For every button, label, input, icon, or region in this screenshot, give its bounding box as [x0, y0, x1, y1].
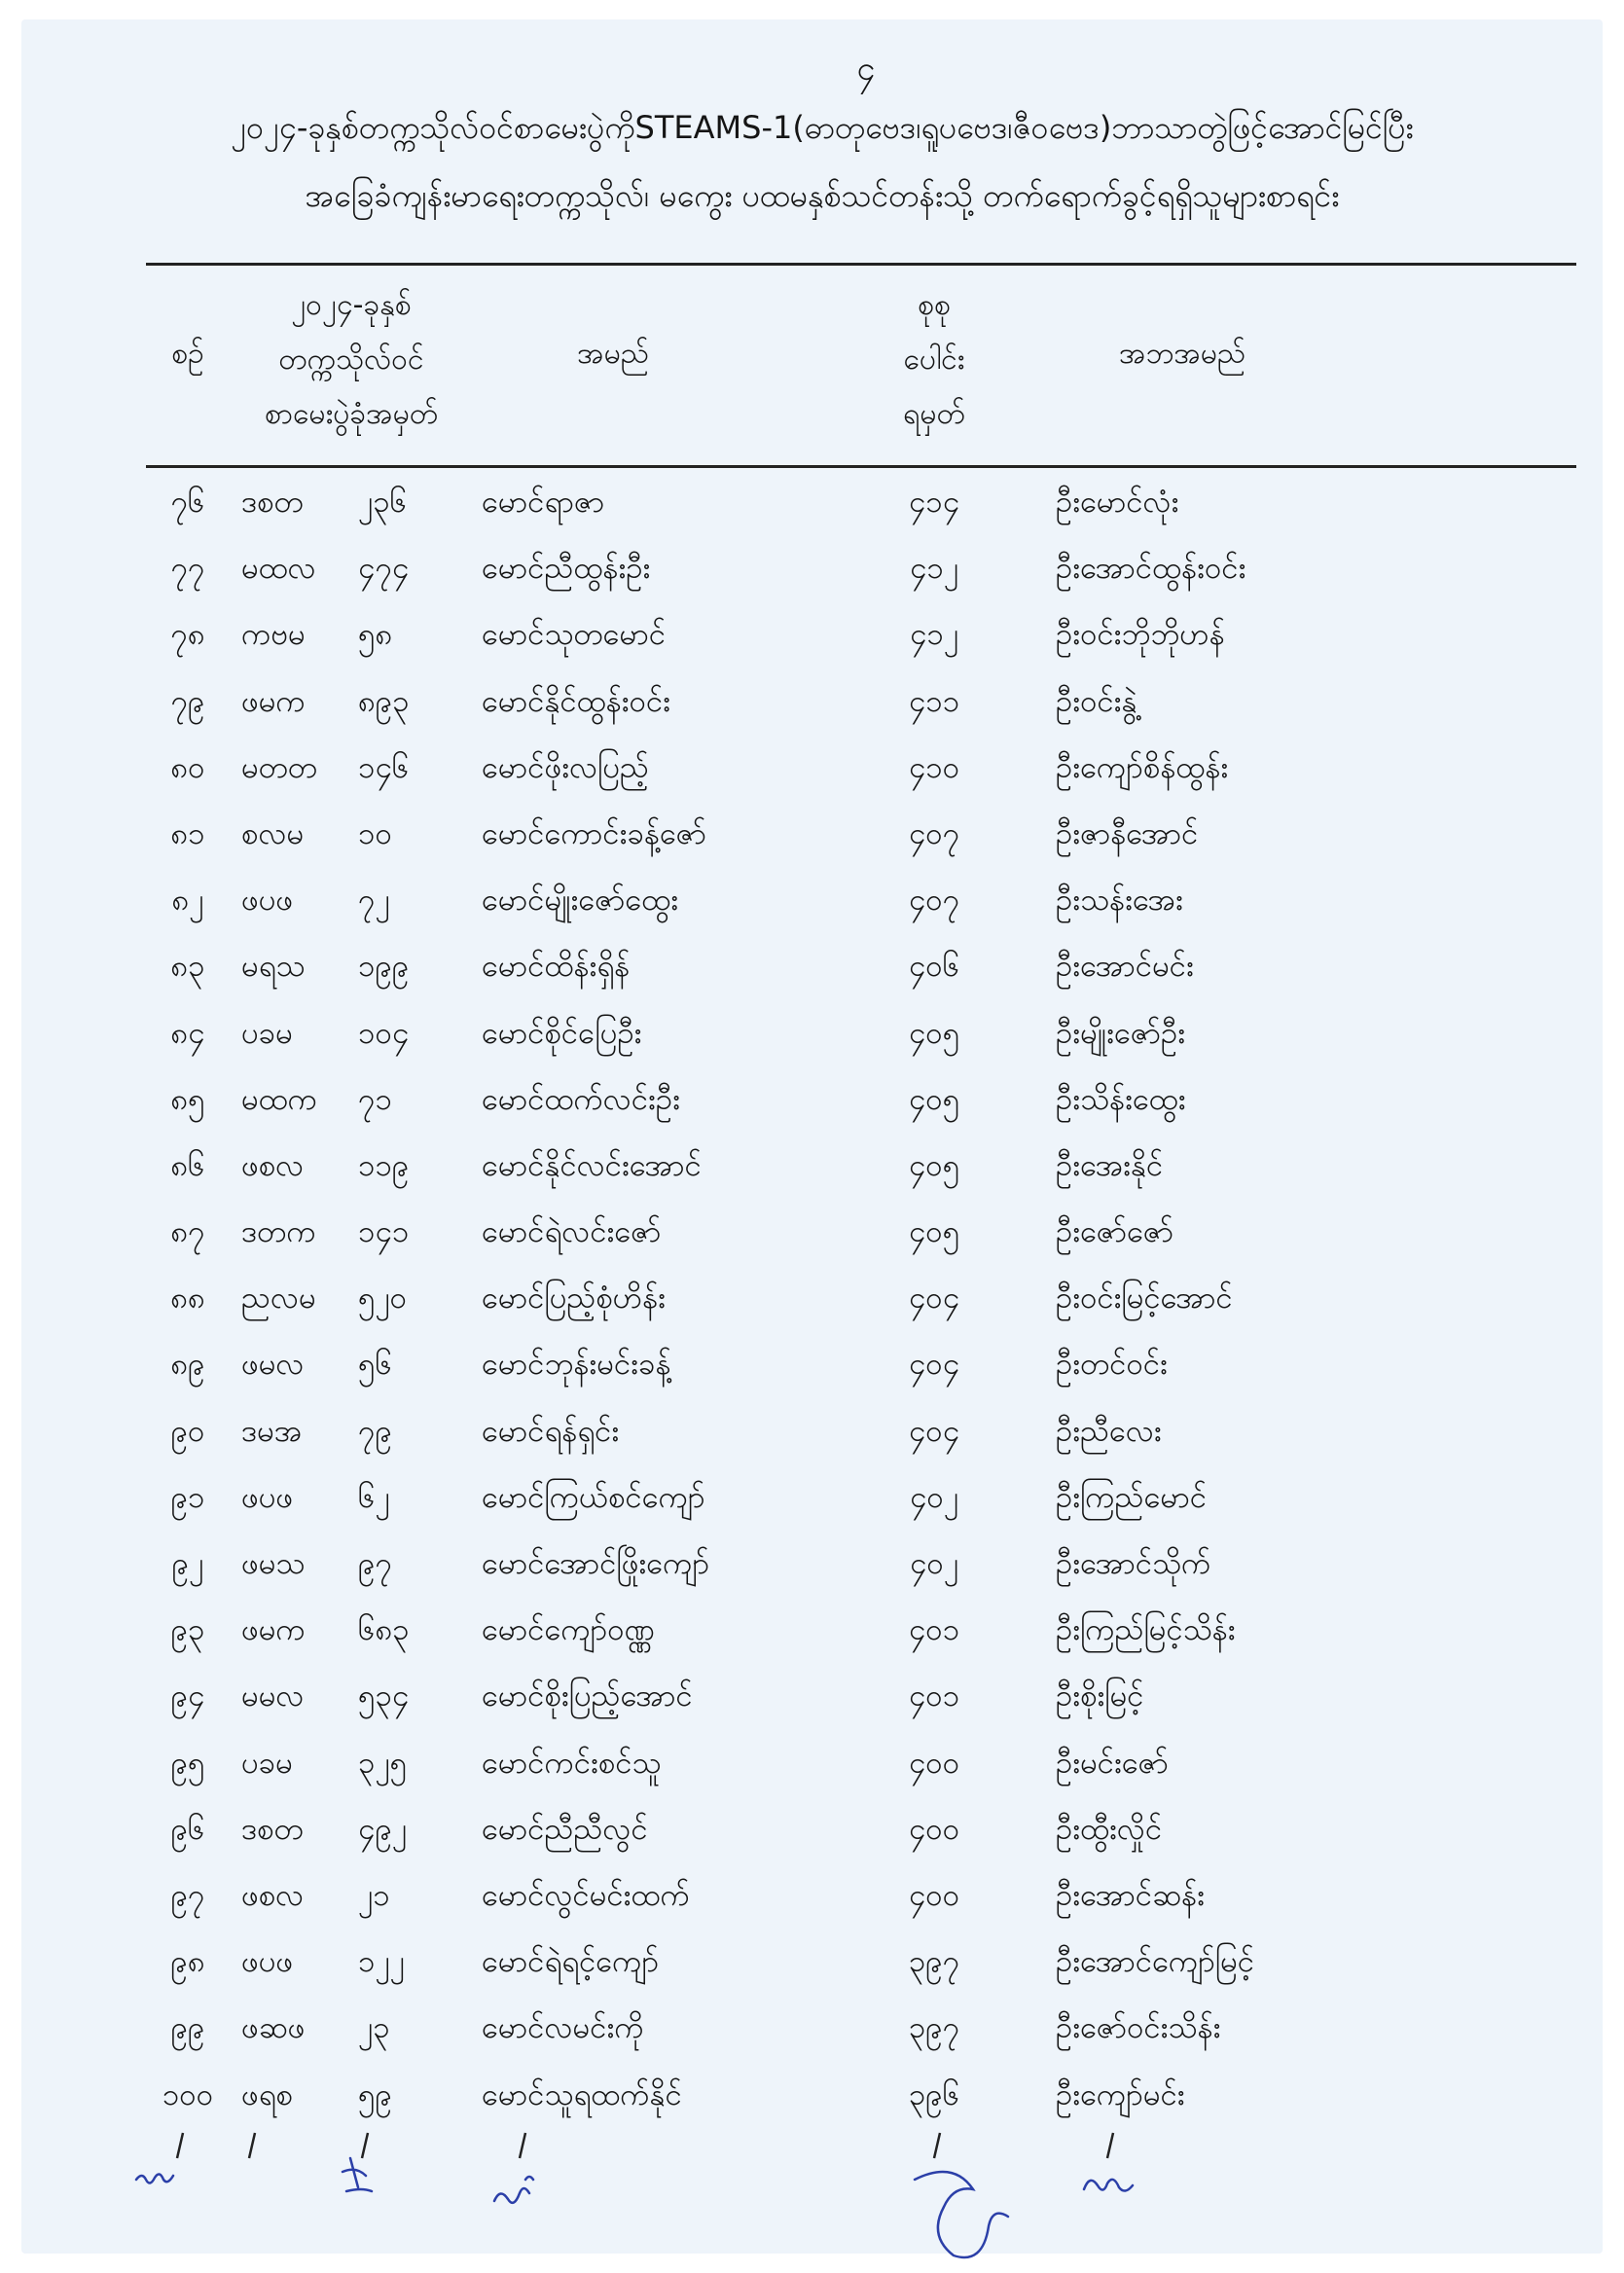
cell-roll-prefix: ဖစလ: [241, 1877, 305, 1913]
cell-marks: ၃၉၇: [908, 2010, 960, 2046]
table-row: [0, 535, 1624, 601]
signatures-drawing: [0, 2111, 1624, 2267]
cell-marks: ၄၁၄: [908, 485, 960, 520]
cell-marks: ၄၁၂: [909, 617, 959, 653]
cell-father: ဦးဇာနီအောင်: [1056, 815, 1199, 851]
cell-serial: ၇၈: [170, 617, 205, 653]
header-marks-line-2: ပေါင်း: [903, 343, 965, 377]
cell-roll-number: ၇၉: [358, 1413, 392, 1449]
title-line-1: ၂၀၂၄-ခုနှစ်တက္ကသိုလ်ဝင်စာမေးပွဲကိုSTEAMS-1(ဓာတုဗေဒ၊ရူပဗေဒ၊ဇီဝဗေဒ)ဘာသာတွဲဖြင့်အောင်မြင်ပြီး: [231, 109, 1414, 146]
cell-name: မောင်ဖိုးလပြည့်: [482, 749, 649, 785]
cell-marks: ၃၉၆: [908, 2076, 960, 2112]
table-row: [0, 1663, 1624, 1729]
table-row: [0, 1730, 1624, 1796]
cell-serial: ၈၄: [170, 1015, 205, 1051]
cell-marks: ၄၀၄: [908, 1413, 960, 1449]
table-row: [0, 1331, 1624, 1397]
cell-roll-number: ၂၃: [358, 2010, 390, 2046]
cell-father: ဦးအေးနိုင်: [1056, 1147, 1164, 1183]
cell-name: မောင်ရန်ရှင်း: [482, 1413, 620, 1449]
header-marks-line-1: စုစု: [918, 288, 951, 322]
cell-name: မောင်ရဲလင်းဇော်: [482, 1214, 662, 1250]
cell-roll-number: ၃၂၅: [358, 1745, 408, 1781]
cell-serial: ၈၂: [171, 883, 204, 919]
cell-roll-prefix: ဖဆဖ: [241, 2010, 306, 2046]
table-row: [0, 1199, 1624, 1265]
cell-father: ဦးအောင်ကျော်မြင့်: [1056, 1944, 1255, 1980]
cell-father: ဦးဇော်ဝင်းသိန်း: [1056, 2010, 1221, 2046]
tick-mark: [362, 2133, 368, 2158]
cell-marks: ၄၀၀: [908, 1877, 960, 1913]
table-body: [0, 469, 1624, 2128]
cell-roll-number: ၂၁: [358, 1877, 390, 1913]
cell-marks: ၄၀၄: [908, 1347, 960, 1383]
tick-mark: [1107, 2133, 1113, 2158]
cell-serial: ၉၀: [170, 1413, 205, 1449]
table-row: [0, 1464, 1624, 1531]
header-marks-line-3: ရမှတ်: [903, 397, 965, 431]
header-father-name: အဘအမည်: [1118, 337, 1246, 371]
table-row: [0, 1133, 1624, 1199]
cell-roll-number: ၁၂၂: [358, 1944, 405, 1980]
cell-roll-number: ၇၁: [358, 1081, 392, 1117]
cell-serial: ၇၇: [170, 551, 205, 587]
cell-marks: ၄၀၅: [908, 1081, 960, 1117]
signature: [343, 2158, 372, 2191]
table-row: [0, 1398, 1624, 1464]
cell-roll-prefix: ပခမ: [241, 1015, 293, 1051]
tick-mark: [934, 2133, 940, 2158]
cell-marks: ၄၀၂: [909, 1546, 959, 1581]
cell-name: မောင်နိုင်ထွန်းဝင်း: [482, 683, 671, 719]
table-row: [0, 801, 1624, 867]
cell-serial: ၉၉: [170, 2010, 205, 2046]
cell-roll-prefix: ဒတက: [241, 1214, 316, 1250]
cell-roll-prefix: ကဗမ: [241, 617, 306, 653]
header-roll-line-2: တက္ကသိုလ်ဝင်: [278, 343, 424, 377]
cell-name: မောင်မျိုးဇော်ထွေး: [482, 883, 679, 919]
cell-roll-prefix: မထလ: [241, 551, 316, 587]
signature: [136, 2174, 173, 2183]
table-row: [0, 1929, 1624, 1995]
cell-name: မောင်ပြည့်စုံဟိန်း: [482, 1281, 667, 1317]
cell-marks: ၃၉၇: [908, 1944, 960, 1980]
cell-name: မောင်သူရထက်နိုင်: [482, 2076, 682, 2112]
cell-name: မောင်ထက်လင်းဦး: [482, 1081, 680, 1117]
cell-name: မောင်လွင်မင်းထက်: [482, 1877, 690, 1913]
cell-serial: ၈၈: [170, 1281, 205, 1317]
cell-name: မောင်ကျော်ဝဏ္ဏ: [482, 1612, 655, 1648]
cell-serial: ၈၃: [170, 949, 205, 985]
cell-roll-number: ၁၉၉: [358, 949, 410, 985]
cell-roll-prefix: ဒစတ: [241, 485, 304, 520]
cell-serial: ၉၃: [170, 1612, 205, 1648]
table-row: [0, 601, 1624, 667]
cell-roll-prefix: ဖမလ: [241, 1347, 305, 1383]
table-row: [0, 1265, 1624, 1331]
cell-name: မောင်နိုင်လင်းအောင်: [482, 1147, 702, 1183]
table-top-rule: [146, 263, 1576, 266]
cell-roll-number: ၁၁၉: [358, 1147, 410, 1183]
tick-mark: [249, 2133, 255, 2158]
cell-father: ဦးသန်းအေး: [1056, 883, 1183, 919]
cell-serial: ၇၉: [170, 683, 205, 719]
cell-roll-number: ၅၉: [358, 2076, 392, 2112]
signature-area: [0, 2111, 1624, 2267]
cell-roll-prefix: စလမ: [241, 815, 305, 851]
cell-roll-prefix: ဖရစ: [241, 2076, 293, 2112]
cell-roll-prefix: မမလ: [241, 1678, 305, 1714]
table-row: [0, 1531, 1624, 1597]
cell-roll-number: ၄၉၂: [358, 1811, 408, 1847]
cell-serial: ၉၈: [170, 1944, 205, 1980]
cell-roll-prefix: ဖပဖ: [241, 883, 294, 919]
cell-roll-number: ၅၆: [358, 1347, 392, 1383]
cell-roll-prefix: မရသ: [241, 949, 306, 985]
handwritten-signatures: [136, 2158, 1133, 2257]
cell-roll-number: ၉၇: [358, 1546, 392, 1581]
signature: [494, 2177, 533, 2203]
cell-serial: ၉၁: [170, 1479, 205, 1515]
cell-father: ဦးဝင်းမြင့်အောင်: [1056, 1281, 1233, 1317]
cell-roll-prefix: ဖမသ: [241, 1546, 306, 1581]
header-name: အမည်: [577, 337, 649, 371]
cell-father: ဦးစိုးမြင့်: [1056, 1678, 1144, 1714]
table-row: [0, 1066, 1624, 1133]
cell-roll-number: ၆၈၃: [358, 1612, 410, 1648]
cell-serial: ၇၆: [170, 485, 205, 520]
cell-roll-prefix: ဖပဖ: [241, 1479, 294, 1515]
signature: [1084, 2180, 1133, 2191]
cell-name: မောင်ကောင်းခန့်ဇော်: [482, 815, 706, 851]
cell-marks: ၄၀၇: [908, 883, 960, 919]
cell-marks: ၄၁၂: [909, 551, 959, 587]
cell-father: ဦးကြည်မောင်: [1056, 1479, 1208, 1515]
cell-father: ဦးကြည်မြင့်သိန်း: [1056, 1612, 1236, 1648]
table-row: [0, 1862, 1624, 1929]
cell-name: မောင်ဘုန်းမင်းခန့်: [482, 1347, 671, 1383]
cell-father: ဦးကျော်မင်း: [1056, 2076, 1185, 2112]
cell-roll-prefix: မတတ: [241, 749, 318, 785]
table-row: [0, 1597, 1624, 1663]
page-number: ၄: [856, 50, 876, 89]
cell-roll-prefix: မထက: [241, 1081, 318, 1117]
cell-name: မောင်စိုင်ပြေဦး: [482, 1015, 642, 1051]
cell-father: ဦးမျိုးဇော်ဦး: [1056, 1015, 1186, 1051]
cell-name: မောင်ညီထွန်းဦး: [482, 551, 651, 587]
cell-name: မောင်ကြယ်စင်ကျော်: [482, 1479, 705, 1515]
header-roll-line-1: ၂၀၂၄-ခုနှစ်: [291, 288, 412, 322]
cell-roll-prefix: ဖမက: [241, 683, 306, 719]
cell-serial: ၉၇: [170, 1877, 205, 1913]
cell-name: မောင်လမင်းကို: [482, 2010, 644, 2046]
cell-name: မောင်စိုးပြည့်အောင်: [482, 1678, 693, 1714]
cell-father: ဦးထွီးလှိုင်: [1056, 1811, 1163, 1847]
cell-father: ဦးသိန်းထွေး: [1056, 1081, 1186, 1117]
cell-father: ဦးဇော်ဇော်: [1056, 1214, 1174, 1250]
cell-roll-prefix: ပခမ: [241, 1745, 293, 1781]
table-row: [0, 668, 1624, 735]
cell-roll-prefix: ဖမက: [241, 1612, 306, 1648]
header-roll-line-3: စာမေးပွဲခုံအမှတ်: [264, 397, 439, 431]
cell-roll-prefix: ဒမအ: [241, 1413, 303, 1449]
cell-roll-number: ၇၂: [358, 883, 390, 919]
cell-serial: ၉၄: [170, 1678, 205, 1714]
cell-name: မောင်ရာဇာ: [482, 485, 605, 520]
cell-father: ဦးဝင်းနွဲ့: [1056, 683, 1137, 719]
cell-name: မောင်ကင်းစင်သူ: [482, 1745, 662, 1781]
cell-marks: ၄၀၀: [908, 1745, 960, 1781]
cell-roll-prefix: ညလမ: [241, 1281, 316, 1317]
cell-roll-number: ၅၃၄: [358, 1678, 410, 1714]
cell-father: ဦးအောင်သိုက်: [1056, 1546, 1211, 1581]
cell-marks: ၄၀၅: [908, 1147, 960, 1183]
header-roll-number: [220, 278, 483, 442]
cell-father: ဦးအောင်ဆန်း: [1056, 1877, 1205, 1913]
cell-father: ဦးမင်းဇော်: [1056, 1745, 1169, 1781]
cell-name: မောင်ရဲရင့်ကျော်: [482, 1944, 660, 1980]
cell-serial: ၉၅: [170, 1745, 205, 1781]
cell-name: မောင်ထိန်းရှိန်: [482, 949, 631, 985]
cell-roll-number: ၁၄၆: [358, 749, 410, 785]
table-row: [0, 867, 1624, 933]
cell-serial: ၈၀: [170, 749, 205, 785]
cell-marks: ၄၀၆: [908, 949, 960, 985]
cell-roll-prefix: ဖစလ: [241, 1147, 305, 1183]
cell-marks: ၄၀၁: [908, 1678, 960, 1714]
cell-marks: ၄၀၅: [908, 1214, 960, 1250]
tick-mark: [520, 2133, 525, 2158]
cell-roll-prefix: ဖပဖ: [241, 1944, 294, 1980]
cell-serial: ၈၁: [170, 815, 205, 851]
cell-roll-number: ၁၀၄: [358, 1015, 410, 1051]
cell-name: မောင်သုတမောင်: [482, 617, 667, 653]
cell-marks: ၄၀၅: [908, 1015, 960, 1051]
header-serial: စဉ်: [171, 337, 204, 371]
cell-marks: ၄၀၇: [908, 815, 960, 851]
cell-name: မောင်ညီညီလွင်: [482, 1811, 648, 1847]
cell-serial: ၁၀၀: [162, 2076, 214, 2112]
cell-serial: ၉၂: [171, 1546, 204, 1581]
cell-serial: ၉၆: [170, 1811, 205, 1847]
cell-father: ဦးဝင်းဘိုဘိုဟန်: [1056, 617, 1225, 653]
cell-marks: ၄၀၀: [908, 1811, 960, 1847]
cell-father: ဦးမောင်လုံး: [1056, 485, 1179, 520]
cell-marks: ၄၁၀: [908, 749, 960, 785]
cell-serial: ၈၅: [170, 1081, 205, 1117]
cell-father: ဦးအောင်ထွန်းဝင်း: [1056, 551, 1246, 587]
cell-marks: ၄၁၁: [908, 683, 960, 719]
tick-mark: [177, 2133, 183, 2158]
cell-father: ဦးညီလေး: [1056, 1413, 1162, 1449]
cell-father: ဦးကျော်စိန်ထွန်း: [1056, 749, 1229, 785]
cell-roll-number: ၁၄၁: [358, 1214, 410, 1250]
cell-serial: ၈၉: [170, 1347, 205, 1383]
cell-marks: ၄၀၂: [909, 1479, 959, 1515]
cell-serial: ၈၇: [170, 1214, 205, 1250]
table-row: [0, 1796, 1624, 1862]
signature: [915, 2172, 1008, 2257]
tick-marks: [177, 2133, 1113, 2158]
cell-roll-number: ၅၈: [358, 617, 393, 653]
cell-serial: ၈၆: [170, 1147, 205, 1183]
cell-roll-prefix: ဒစတ: [241, 1811, 304, 1847]
cell-roll-number: ၈၉၃: [358, 683, 410, 719]
table-row: [0, 1995, 1624, 2061]
cell-roll-number: ၅၂၀: [358, 1281, 408, 1317]
table-row: [0, 735, 1624, 801]
table-header-rule: [146, 465, 1576, 468]
cell-father: ဦးအောင်မင်း: [1056, 949, 1194, 985]
table-row: [0, 933, 1624, 999]
table-row: [0, 469, 1624, 535]
cell-name: မောင်အောင်ဖြိုးကျော်: [482, 1546, 710, 1581]
cell-roll-number: ၆၂: [358, 1479, 390, 1515]
cell-marks: ၄၀၄: [908, 1281, 960, 1317]
cell-roll-number: ၂၃၆: [358, 485, 408, 520]
cell-marks: ၄၀၁: [908, 1612, 960, 1648]
cell-roll-number: ၁၀: [358, 815, 392, 851]
title-line-2: အခြေခံကျန်းမာရေးတက္ကသိုလ်၊ မကွေး ပထမနှစ်သင်တန်းသို့ တက်ရောက်ခွင့်ရရှိသူများစာရင်း: [305, 177, 1340, 214]
table-row: [0, 1000, 1624, 1066]
cell-roll-number: ၄၇၄: [358, 551, 410, 587]
header-total-marks: [890, 278, 978, 442]
cell-father: ဦးတင်ဝင်း: [1056, 1347, 1168, 1383]
